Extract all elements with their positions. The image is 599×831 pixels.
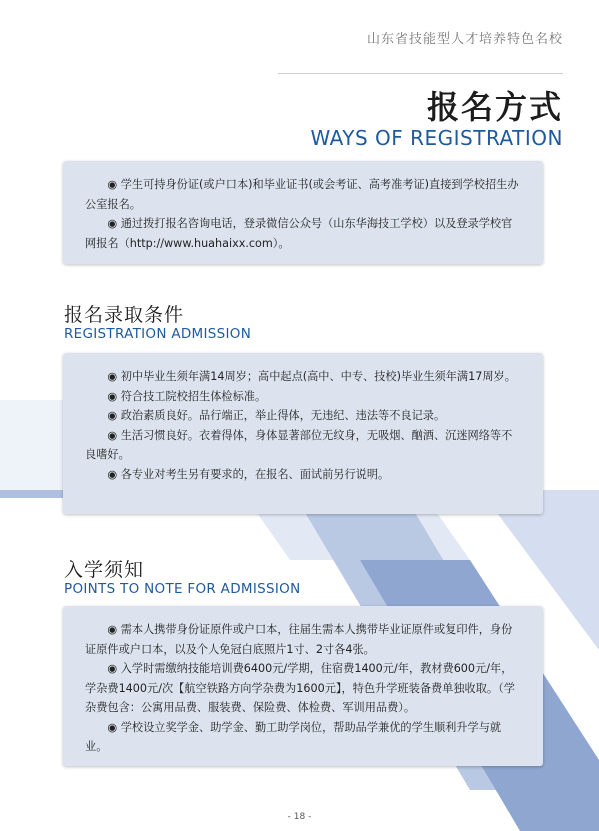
notes-title-cn: 入学须知 <box>64 559 145 581</box>
notes-card <box>63 606 543 766</box>
notes-title-en: POINTS TO NOTE FOR ADMISSION <box>64 581 301 597</box>
page-number: - 18 - <box>287 812 312 822</box>
ways-item: ◉ 通过拨打报名咨询电话，登录微信公众号（山东华海技工学校）以及登录学校官网报名（http://www.huahaixx.com）。 <box>85 217 513 250</box>
admission-title-en: REGISTRATION ADMISSION <box>64 326 252 342</box>
admission-card <box>63 353 543 514</box>
admission-item: ◉ 各专业对考生另有要求的，在报名、面试前另行说明。 <box>107 467 390 481</box>
admission-item: ◉ 生活习惯良好。衣着得体，身体显著部位无纹身，无吸烟、酗酒、沉迷网络等不良嗜好。 <box>85 428 513 461</box>
left-bar-pale <box>0 400 63 490</box>
page-title-cn: 报名方式 <box>426 88 563 126</box>
notes-item: ◉ 入学时需缴纳技能培训费6400元/学期，住宿费1400元/年，教材费600元/年，学杂费1400元/次【航空铁路方向学杂费为1600元】，特色升学班装备费单独收取。（学杂费包含：公寓用品费、服装费、保险费、体检费、军训用品费）。 <box>85 662 515 714</box>
admission-item: ◉ 初中毕业生须年满14周岁；高中起点(高中、中专、技校)毕业生须年满17周岁。 <box>107 370 516 383</box>
admission-item: ◉ 政治素质良好。品行端正，举止得体，无违纪、违法等不良记录。 <box>107 409 446 422</box>
header-divider <box>278 73 563 74</box>
notes-item: ◉ 需本人携带身份证原件或户口本，往届生需本人携带毕业证原件或复印件，身份证原件或户口本，以及个人免冠白底照片1寸、2寸各4张。 <box>85 623 513 656</box>
school-tagline: 山东省技能型人才培养特色名校 <box>366 32 563 47</box>
ways-item: ◉ 学生可持身份证(或户口本)和毕业证书(或会考证、高考准考证)直接到学校招生办公室报名。 <box>85 178 519 211</box>
page-title-en: WAYS OF REGISTRATION <box>310 126 563 150</box>
ways-card <box>63 161 543 264</box>
notes-item: ◉ 学校设立奖学金、助学金、勤工助学岗位，帮助品学兼优的学生顺利升学与就业。 <box>85 720 502 753</box>
admission-item: ◉ 符合技工院校招生体检标准。 <box>107 389 267 403</box>
admission-title-cn: 报名录取条件 <box>64 304 185 326</box>
